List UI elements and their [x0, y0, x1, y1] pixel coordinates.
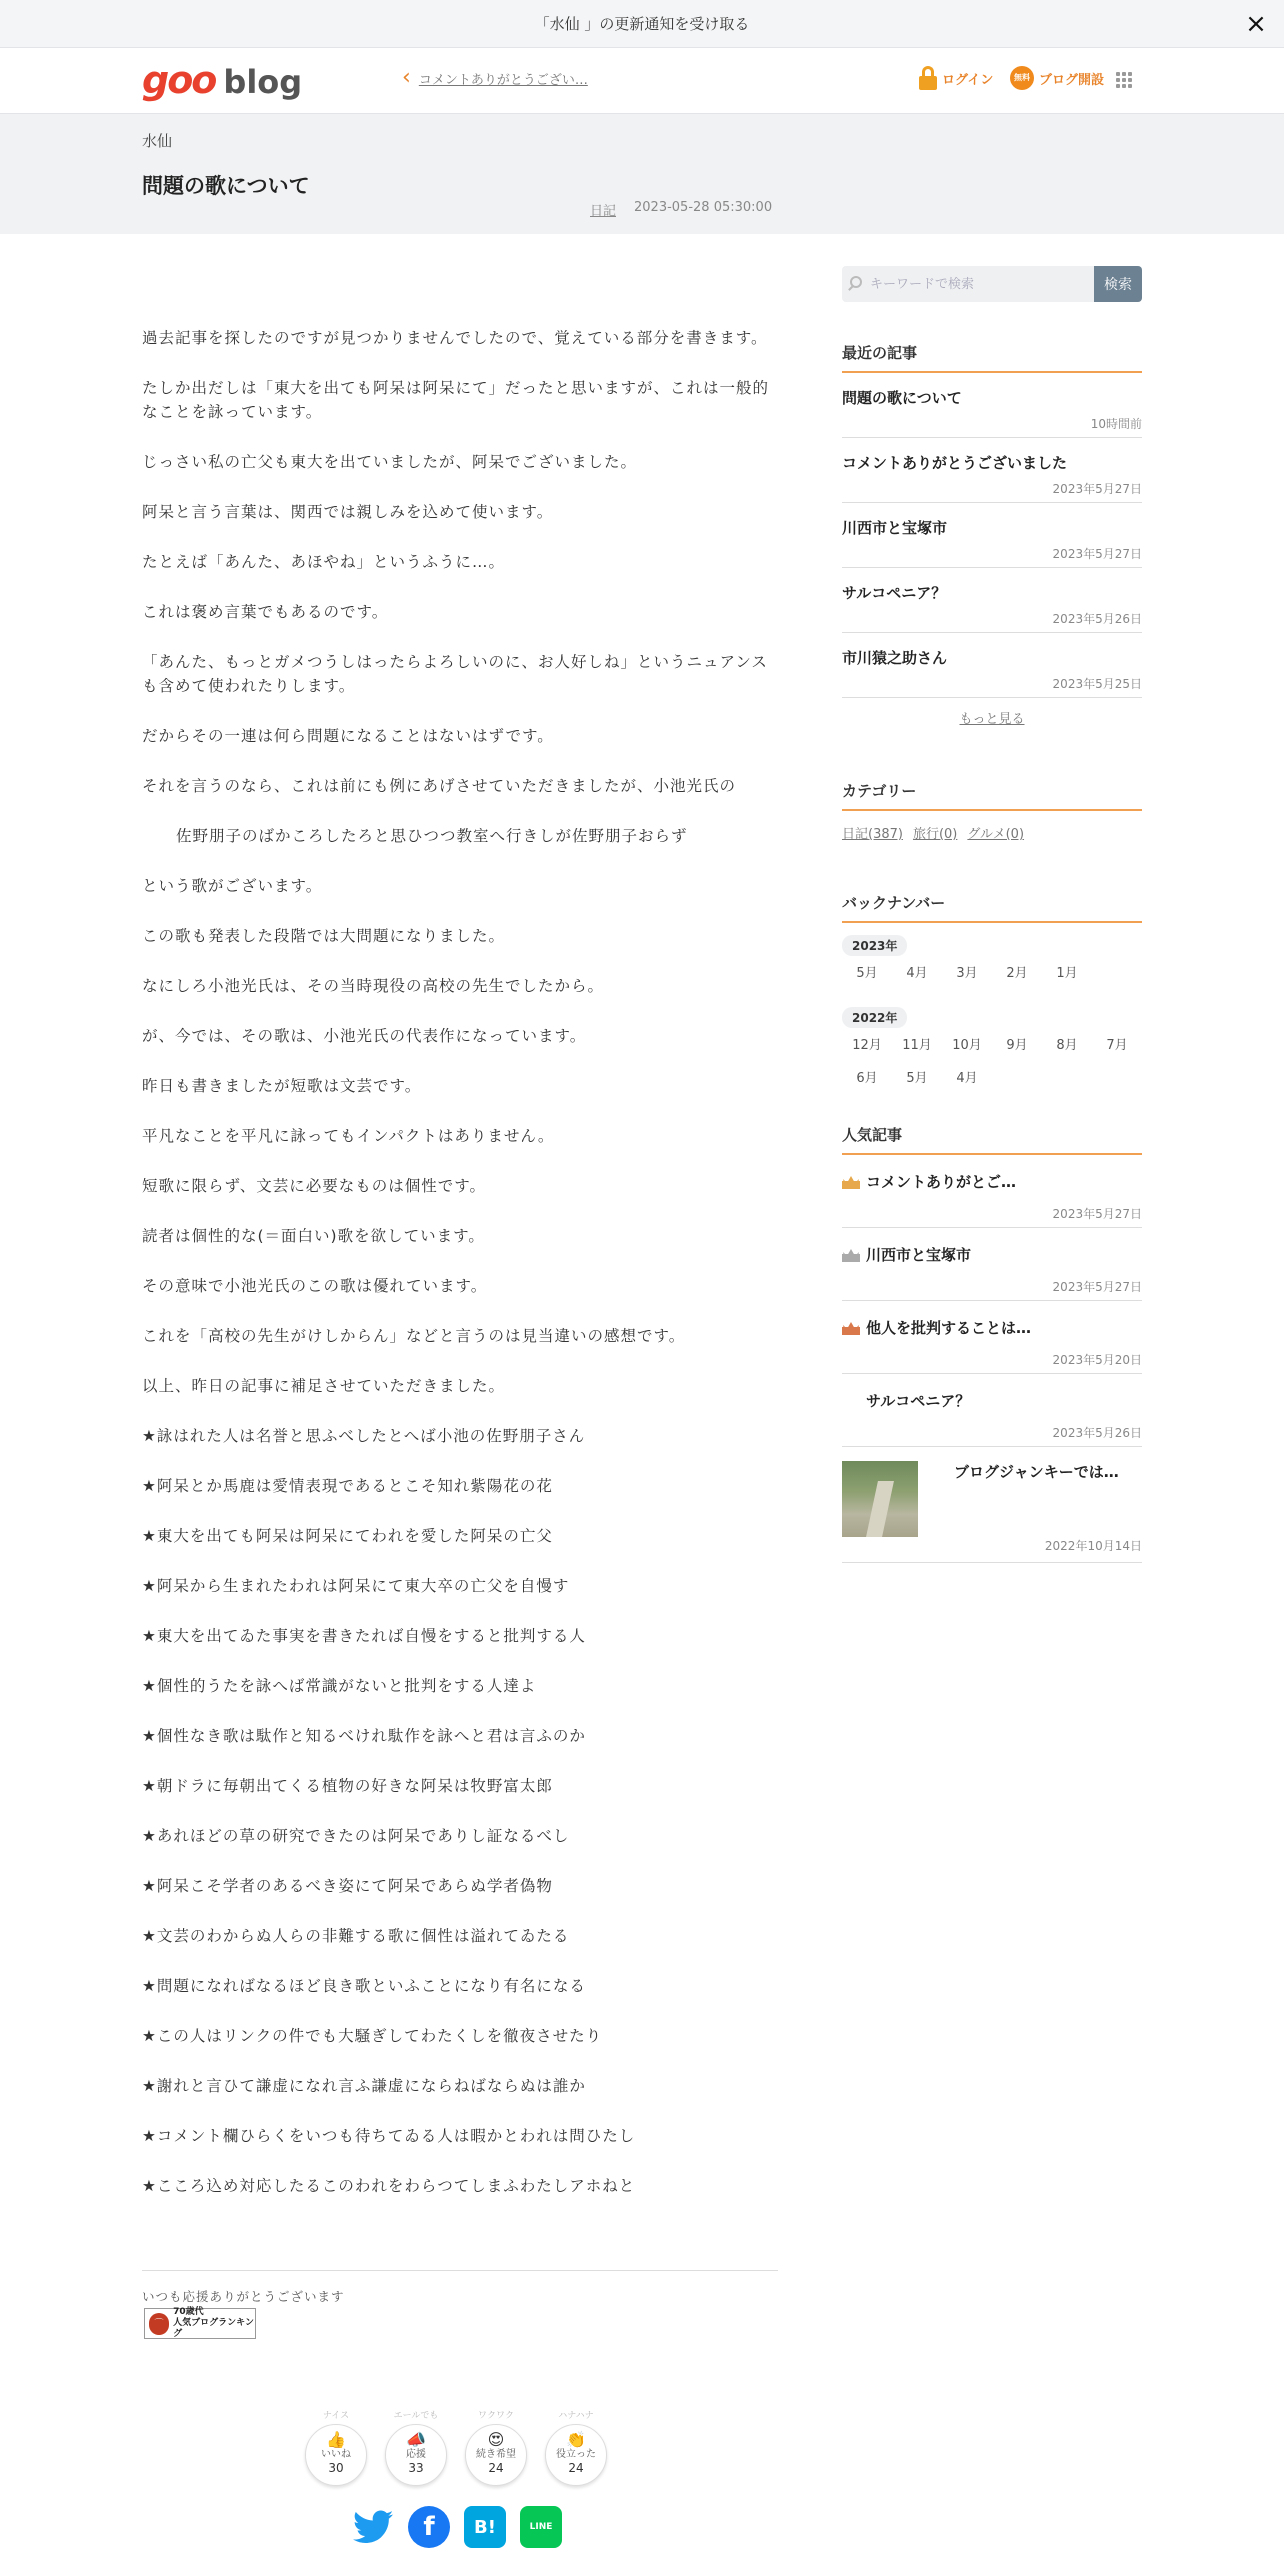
reaction-icon: 📣: [406, 2430, 426, 2449]
article-paragraph: ★詠はれた人は名誉と思ふべしたとへば小池の佐野朋子さん: [142, 1427, 586, 1445]
month-link[interactable]: 2月: [1006, 966, 1028, 981]
free-badge-icon: 無料: [1010, 66, 1034, 90]
article-paragraph: が、今では、その歌は、小池光氏の代表作になっています。: [142, 1027, 587, 1045]
crown-icon: [842, 1175, 860, 1189]
notification-text[interactable]: 「水仙 」の更新通知を受け取る: [534, 15, 750, 33]
recent-post-date: 2023年5月26日: [1052, 612, 1142, 626]
article-paragraph: たしか出だしは「東大を出ても阿呆は阿呆にて」だったと思いますが、これは一般的なことを詠っています。: [142, 379, 770, 421]
month-link[interactable]: 11月: [902, 1038, 932, 1053]
facebook-share-button[interactable]: [408, 2506, 450, 2548]
reaction-count: 30: [328, 2461, 344, 2475]
reaction-label: いいね: [321, 2449, 351, 2460]
reaction-button[interactable]: [465, 2424, 527, 2486]
line-icon: LINE: [529, 2522, 553, 2532]
popular-posts-heading: 人気記事: [842, 1124, 1142, 1155]
open-blog-label: ブログ開設: [1039, 72, 1105, 88]
search-icon: [850, 276, 862, 288]
twitter-icon: [353, 2510, 393, 2544]
article-paragraph: ★この人はリンクの件でも大騒ぎしてわたくしを徹夜させたり: [142, 2027, 603, 2045]
chevron-left-icon: ‹: [402, 65, 411, 90]
article-paragraph: ★謝れと言ひて謙虚になれ言ふ謙虚にならねばならぬは誰か: [142, 2077, 586, 2095]
article-paragraph: ★個性なき歌は駄作と知るべけれ駄作を詠へと君は言ふのか: [142, 1727, 586, 1745]
categories: [842, 780, 1142, 842]
article-paragraph: 阿呆と言う言葉は、関西では親しみを込めて使います。: [142, 503, 554, 521]
search-button[interactable]: 検索: [1094, 266, 1142, 302]
article-paragraph: 佐野朋子のばかころしたろと思ひつつ教室へ行きしが佐野朋子おらず: [176, 827, 688, 845]
reaction-icon: 👍: [326, 2430, 346, 2449]
category-link[interactable]: グルメ(0): [967, 827, 1025, 842]
article-paragraph: 過去記事を探したのですが見つかりませんでしたので、覚えている部分を書きます。: [142, 329, 768, 347]
article-paragraph: ★あれほどの草の研究できたのは阿呆でありし証なるべし: [142, 1827, 570, 1845]
article-paragraph: じっさい私の亡父も東大を出ていましたが、阿呆でございました。: [142, 453, 638, 471]
reaction-button[interactable]: [305, 2424, 367, 2486]
share-buttons: [352, 2506, 576, 2548]
ranking-label: 人気ブログランキング: [173, 2318, 254, 2339]
popular-post-title[interactable]: サルコペニア？: [866, 1392, 971, 1410]
login-button[interactable]: [918, 66, 993, 90]
article-paragraph: 読者は個性的な(＝面白い)歌を欲しています。: [142, 1227, 485, 1245]
close-icon[interactable]: ×: [1245, 9, 1267, 39]
reaction-label: 続き希望: [476, 2449, 516, 2460]
article-paragraph: ★コメント欄ひらくをいつも待ちてゐる人は暇かとわれは問ひたし: [142, 2127, 636, 2145]
reaction-0[interactable]: [304, 2410, 368, 2490]
month-link[interactable]: 7月: [1106, 1038, 1128, 1053]
article-paragraph: これを「高校の先生がけしからん」などと言うのは見当違いの感想です。: [142, 1327, 686, 1345]
reaction-label: 応援: [406, 2449, 426, 2460]
article-paragraph: ★東大を出ても阿呆は阿呆にてわれを愛した阿呆の亡父: [142, 1527, 553, 1545]
popular-posts: [842, 1124, 1142, 1563]
article-paragraph: 平凡なことを平凡に詠ってもインパクトはありません。: [142, 1127, 555, 1145]
back-numbers: [842, 892, 1142, 1100]
article-paragraph: なにしろ小池光氏は、その当時現役の高校の先生でしたから。: [142, 977, 605, 995]
recent-post-item[interactable]: [842, 503, 1142, 568]
reaction-button[interactable]: [385, 2424, 447, 2486]
article-paragraph: ★阿呆こそ学者のあるべき姿にて阿呆であらぬ学者偽物: [142, 1877, 553, 1895]
recent-post-date: 2023年5月27日: [1052, 482, 1142, 496]
logo-blog: blog: [223, 63, 303, 101]
year-badge: 2022年: [842, 1007, 907, 1028]
popular-post-item[interactable]: [842, 1155, 1142, 1228]
thanks-text: いつも応援ありがとうございます: [142, 2289, 345, 2304]
popular-post-date: 2023年5月20日: [1052, 1353, 1142, 1367]
article-body: [142, 326, 778, 2224]
reaction-button[interactable]: [545, 2424, 607, 2486]
more-link[interactable]: もっと見る: [959, 712, 1025, 727]
popular-item-title[interactable]: ブログジャンキーでは…: [954, 1463, 1119, 1481]
site-header: [0, 48, 1284, 114]
month-link[interactable]: 4月: [906, 966, 928, 981]
crown-icon: [842, 1248, 860, 1262]
blog-name[interactable]: 水仙: [142, 132, 173, 150]
entry-datetime: 2023-05-28 05:30:00: [634, 200, 773, 215]
month-link[interactable]: 5月: [906, 1071, 928, 1086]
month-link[interactable]: 1月: [1056, 966, 1078, 981]
month-link[interactable]: 4月: [956, 1071, 978, 1086]
category-link[interactable]: 日記(387): [842, 827, 903, 842]
reaction-caption: ナイス: [322, 2411, 350, 2421]
recent-post-title[interactable]: コメントありがとうございました: [842, 454, 1068, 472]
reaction-1[interactable]: [384, 2410, 448, 2490]
recent-post-title[interactable]: サルコペニア？: [842, 584, 947, 602]
recent-post-title[interactable]: 問題の歌について: [842, 389, 962, 407]
grid-menu-icon[interactable]: [1116, 72, 1132, 88]
reaction-count: 33: [408, 2461, 424, 2475]
logo-goo: goo: [142, 58, 216, 102]
article-paragraph: その意味で小池光氏のこの歌は優れています。: [142, 1277, 488, 1295]
reaction-count: 24: [568, 2461, 584, 2475]
facebook-icon: f: [423, 2512, 435, 2542]
categories-heading: カテゴリー: [842, 780, 1142, 811]
popular-post-date: 2023年5月27日: [1052, 1280, 1142, 1294]
reaction-caption: エールでも: [393, 2411, 439, 2421]
lock-icon: [918, 66, 938, 90]
article-paragraph: これは褒め言葉でもあるのです。: [142, 603, 389, 621]
popular-post-title[interactable]: 他人を批判することは…: [866, 1319, 1032, 1337]
recent-post-date: 10時間前: [1090, 417, 1142, 431]
article-paragraph: それを言うのなら、これは前にも例にあげさせていただきましたが、小池光氏の: [142, 777, 737, 795]
open-blog-button[interactable]: [1010, 66, 1104, 90]
hatena-icon: B!: [474, 2516, 496, 2538]
search-input[interactable]: [842, 266, 1094, 302]
popular-post-date: 2023年5月26日: [1052, 1426, 1142, 1440]
article-paragraph: ★個性的うたを詠へば常識がないと批判をする人達よ: [142, 1677, 537, 1695]
recent-posts: [842, 342, 1142, 727]
category-link[interactable]: 旅行(0): [912, 827, 958, 842]
article-paragraph: 以上、昨日の記事に補足させていただきました。: [142, 1377, 506, 1395]
thumbnail-image[interactable]: [842, 1461, 918, 1537]
month-link[interactable]: 12月: [852, 1038, 882, 1053]
reaction-buttons: [304, 2410, 614, 2490]
line-share-button[interactable]: [520, 2506, 562, 2548]
article-paragraph: ★文芸のわからぬ人らの非難する歌に個性は溢れてゐたる: [142, 1927, 570, 1945]
recent-posts-heading: 最近の記事: [842, 342, 1142, 373]
hatena-bookmark-button[interactable]: [464, 2506, 506, 2548]
popular-post-item[interactable]: [842, 1301, 1142, 1374]
previous-entry-link[interactable]: [402, 65, 588, 90]
month-link[interactable]: 5月: [856, 966, 878, 981]
goo-blog-logo[interactable]: [142, 58, 302, 102]
reaction-icon: 😍: [487, 2430, 505, 2449]
article-paragraph: だからその一連は何ら問題になることはないはずです。: [142, 727, 554, 745]
article-paragraph: ★阿呆から生まれたわれは阿呆にて東大卒の亡父を自慢す: [142, 1577, 570, 1595]
recent-post-item[interactable]: [842, 438, 1142, 503]
reaction-3[interactable]: [544, 2410, 608, 2490]
month-link[interactable]: 8月: [1056, 1038, 1078, 1053]
popular-item-with-thumbnail[interactable]: [842, 1447, 1142, 1563]
popular-post-title[interactable]: 川西市と宝塚市: [866, 1246, 972, 1264]
month-link[interactable]: 3月: [956, 966, 978, 981]
back-numbers-heading: バックナンバー: [842, 892, 1142, 923]
crown-icon: [842, 1321, 860, 1335]
reaction-icon: 👏: [566, 2430, 586, 2449]
article-paragraph: ★問題になればなるほど良き歌といふことになり有名になる: [142, 1977, 586, 1995]
notification-banner[interactable]: [0, 0, 1284, 48]
popular-post-title[interactable]: コメントありがとご…: [866, 1173, 1017, 1191]
reaction-count: 24: [488, 2461, 504, 2475]
article-paragraph: 「あんた、もっとガメつうしはったらよろしいのに、お人好しね」というニュアンスも含めて使われたりします。: [142, 653, 768, 695]
month-link[interactable]: 9月: [1006, 1038, 1028, 1053]
reaction-caption: ワクワク: [477, 2411, 514, 2421]
month-link[interactable]: 10月: [952, 1038, 982, 1053]
search-box: [842, 266, 1142, 302]
recent-post-date: 2023年5月25日: [1052, 677, 1142, 691]
article-paragraph: ★こころ込め対応したるこのわれをわらつてしまふわたしアホねと: [142, 2177, 636, 2195]
divider: [142, 2270, 778, 2271]
month-link[interactable]: 6月: [856, 1071, 878, 1086]
article-paragraph: この歌も発表した段階では大問題になりました。: [142, 927, 506, 945]
article-paragraph: ★阿呆とか馬鹿は愛情表現であるとこそ知れ紫陽花の花: [142, 1477, 553, 1495]
article-paragraph: 短歌に限らず、文芸に必要なものは個性です。: [142, 1177, 487, 1195]
page-title: 問題の歌について: [142, 174, 310, 198]
article-paragraph: 昨日も書きましたが短歌は文芸です。: [142, 1077, 422, 1095]
article-paragraph: という歌がございます。: [142, 877, 323, 895]
recent-post-item[interactable]: [842, 373, 1142, 438]
popular-item-date: 2022年10月14日: [1044, 1539, 1142, 1553]
recent-post-item[interactable]: [842, 568, 1142, 633]
popular-post-item[interactable]: [842, 1228, 1142, 1301]
recent-post-date: 2023年5月27日: [1052, 547, 1142, 561]
previous-entry-title[interactable]: コメントありがとうござい…: [418, 72, 588, 88]
article-paragraph: ★東大を出てゐた事実を書きたれば自慢をすると批判する人: [142, 1627, 586, 1645]
entry-category-link[interactable]: 日記: [590, 204, 617, 219]
popular-post-item[interactable]: [842, 1374, 1142, 1447]
twitter-share-button[interactable]: [352, 2506, 394, 2548]
year-badge: 2023年: [842, 935, 907, 956]
article-paragraph: たとえば「あんた、あほやね」というふうに…。: [142, 553, 506, 571]
recent-post-title[interactable]: 川西市と宝塚市: [842, 519, 948, 537]
recent-post-item[interactable]: [842, 633, 1142, 698]
ranking-banner[interactable]: [144, 2308, 256, 2339]
popular-post-date: 2023年5月27日: [1052, 1207, 1142, 1221]
entry-meta: [590, 200, 772, 219]
login-label: ログイン: [942, 72, 994, 88]
article-paragraph: ★朝ドラに毎朝出てくる植物の好きな阿呆は牧野富太郎: [142, 1777, 553, 1795]
reaction-caption: ハナハナ: [558, 2411, 594, 2421]
ranking-age: 70歳代: [173, 2307, 204, 2317]
entry-title-bar: [0, 114, 1284, 234]
reaction-2[interactable]: [464, 2410, 528, 2490]
recent-post-title[interactable]: 市川猿之助さん: [842, 649, 948, 667]
reaction-label: 役立った: [556, 2449, 596, 2460]
ranking-badge-icon: ⌒: [149, 2313, 169, 2335]
